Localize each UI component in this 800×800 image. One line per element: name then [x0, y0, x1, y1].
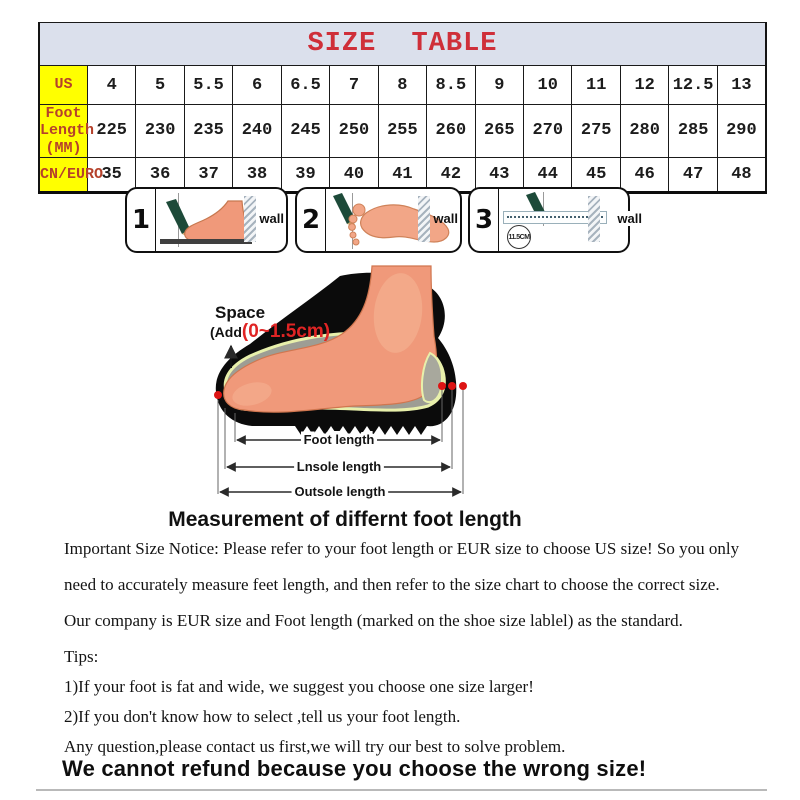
size-cell: 40: [330, 157, 378, 192]
size-table: [38, 22, 767, 194]
size-cell: 260: [427, 105, 475, 158]
size-cell: 240: [233, 105, 281, 158]
step-number: 2: [297, 189, 326, 251]
diagram-caption: Measurement of differnt foot length: [168, 508, 522, 531]
size-cell: 9: [475, 66, 523, 105]
step-2-illustration: [326, 189, 460, 251]
notice-line: 1)If your foot is fat and wide, we suggest you choose one size larger!: [64, 677, 534, 696]
notice-line: 2)If you don't know how to select ,tell us your foot length.: [64, 707, 461, 726]
size-cell: 35: [87, 157, 135, 192]
size-cell: 255: [378, 105, 426, 158]
table-row-us: [39, 66, 766, 105]
size-cell: 225: [87, 105, 135, 158]
size-cell: 6: [233, 66, 281, 105]
wall-hatch: [418, 196, 430, 242]
wall-label: wall: [259, 211, 284, 226]
size-cell: 265: [475, 105, 523, 158]
foot-length-diagram: [190, 258, 480, 505]
size-notice: [64, 540, 764, 768]
size-cell: 235: [184, 105, 232, 158]
size-cell: 230: [136, 105, 184, 158]
size-cell: 11: [572, 66, 620, 105]
size-cell: 44: [524, 157, 572, 192]
size-cell: 12.5: [669, 66, 717, 105]
foot-length-label: Foot length: [303, 432, 375, 447]
size-cell: 13: [717, 66, 766, 105]
size-cell: 12: [620, 66, 668, 105]
size-cell: 4: [87, 66, 135, 105]
outsole-length-label: Outsole length: [294, 484, 386, 499]
step-number: 3: [470, 189, 499, 251]
wall-label: wall: [617, 211, 642, 226]
step-number: 1: [127, 189, 156, 251]
bottom-divider: [36, 789, 767, 791]
notice-line: need to accurately measure feet length, and then refer to the size chart to choose the correct size.: [64, 575, 720, 594]
row-label-us: US: [39, 66, 87, 105]
size-cell: 39: [281, 157, 329, 192]
size-table-title-row: [39, 23, 766, 66]
size-cell: 42: [427, 157, 475, 192]
size-cell: 38: [233, 157, 281, 192]
size-cell: 37: [184, 157, 232, 192]
notice-line: Our company is EUR size and Foot length (marked on the shoe size lablel) as the standard.: [64, 611, 683, 630]
wall-label: wall: [433, 211, 458, 226]
measurement-steps: [125, 187, 642, 253]
notice-line: Tips:: [64, 647, 99, 666]
row-label-cn-euro: CN/EURO: [39, 157, 87, 192]
size-cell: 47: [669, 157, 717, 192]
notice-line: Any question,please contact us first,we will try our best to solve problem.: [64, 737, 566, 756]
step-3-illustration: [499, 189, 642, 251]
step-panel-3: [468, 187, 642, 253]
size-cell: 270: [524, 105, 572, 158]
size-cell: 245: [281, 105, 329, 158]
size-cell: 46: [620, 157, 668, 192]
table-row-foot-length: [39, 105, 766, 158]
size-cell: 8: [378, 66, 426, 105]
size-cell: 5: [136, 66, 184, 105]
size-cell: 45: [572, 157, 620, 192]
step-1-illustration: [156, 189, 286, 251]
refund-warning: We cannot refund because you choose the wrong size!: [62, 756, 647, 781]
size-cell: 6.5: [281, 66, 329, 105]
size-cell: 10: [524, 66, 572, 105]
notice-line: Important Size Notice: Please refer to your foot length or EUR size to choose US size! So you only: [64, 539, 740, 558]
size-cell: 275: [572, 105, 620, 158]
size-cell: 7: [330, 66, 378, 105]
insole-length-label: Lnsole length: [296, 459, 382, 474]
row-label-foot-length: Foot Length (MM): [40, 105, 95, 157]
size-cell: 5.5: [184, 66, 232, 105]
wall-hatch: [244, 196, 256, 242]
size-cell: 43: [475, 157, 523, 192]
size-cell: 8.5: [427, 66, 475, 105]
foot-diagram-svg: [190, 258, 480, 505]
step-panel-2: [295, 187, 462, 253]
space-label: Space: [215, 303, 266, 322]
size-table-section: [38, 22, 767, 194]
size-table-title: SIZE TABLE: [39, 23, 766, 66]
size-cell: 48: [717, 157, 766, 192]
size-cell: 41: [378, 157, 426, 192]
size-cell: 285: [669, 105, 717, 158]
wall-hatch: [588, 196, 600, 242]
step-panel-1: [125, 187, 288, 253]
size-cell: 290: [717, 105, 766, 158]
ground-bar: [160, 239, 252, 244]
size-cell: 250: [330, 105, 378, 158]
space-value-label: (Add(0~1.5cm): [210, 321, 331, 342]
size-cell: 36: [136, 157, 184, 192]
size-cell: 280: [620, 105, 668, 158]
ruler-note: 11.5CM: [507, 225, 531, 249]
